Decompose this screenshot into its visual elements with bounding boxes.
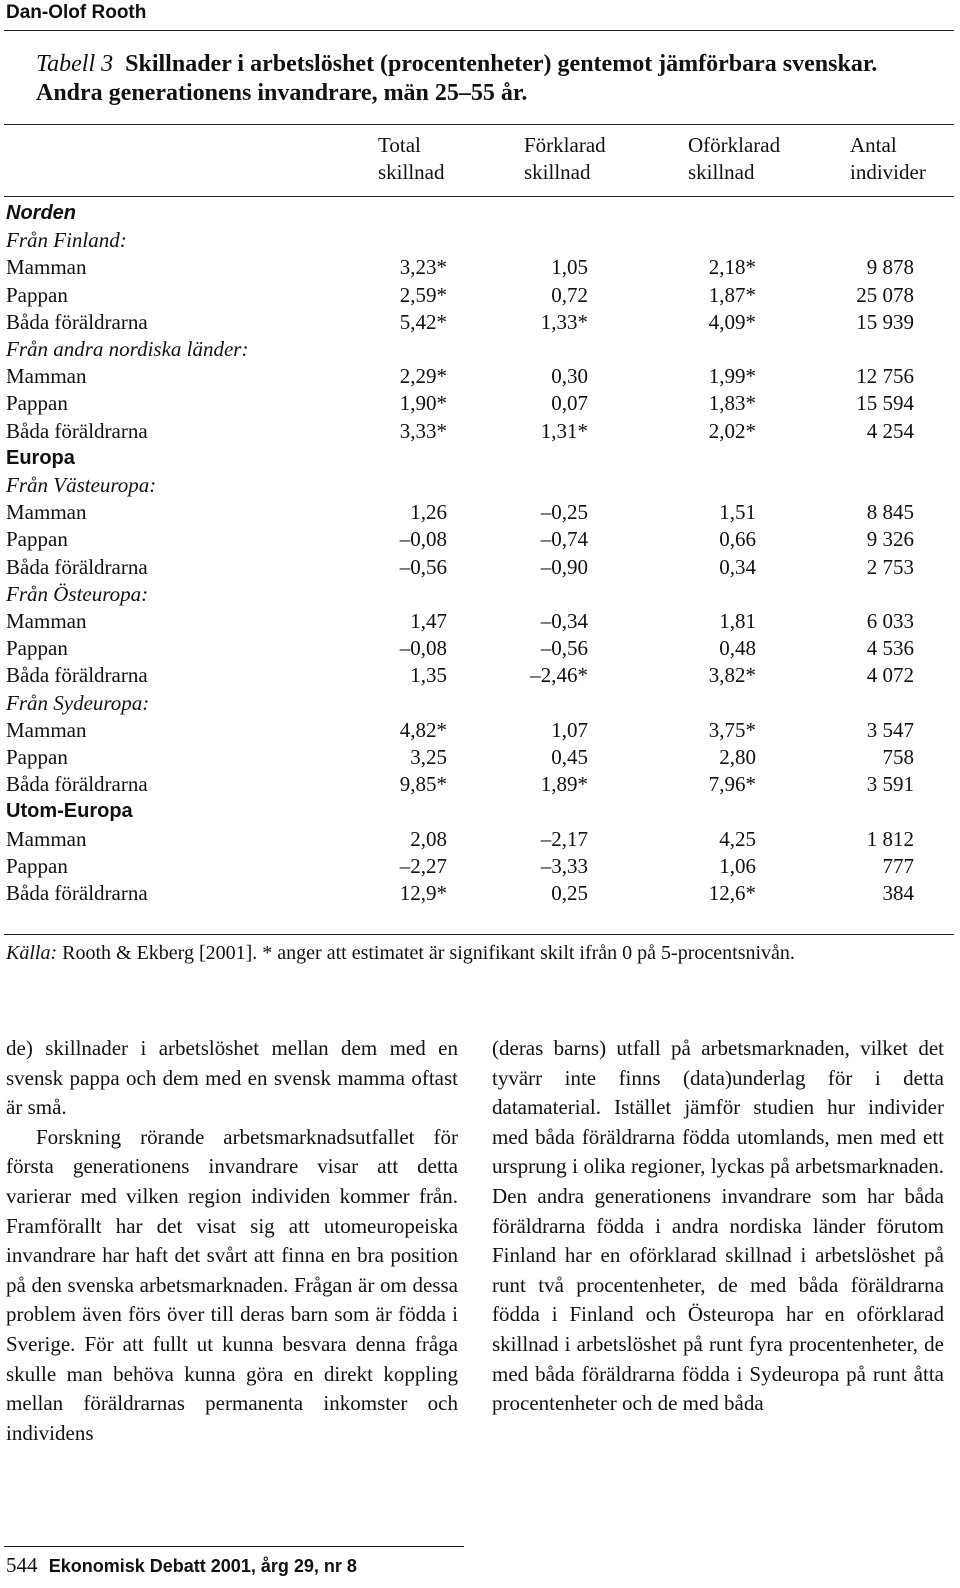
table-cell: 2,80 [719,745,756,770]
table-row [6,309,914,336]
journal-title: Ekonomisk Debatt 2001, årg 29, nr 8 [48,1556,357,1576]
row-label: Båda föräldrarna [6,309,148,334]
table-cell: 1,07 [551,717,588,742]
paragraph: de) skillnader i arbetslöshet mellan dem med en svensk pappa och dem med en svensk mamma oftast är små. [6,1036,458,1120]
table-cell: 12,9* [399,881,447,906]
table-cell: 2,18* [708,255,756,280]
table-bottom-rule [4,934,954,935]
table-row [6,390,914,417]
page-number: 544 [6,1553,38,1577]
row-label: Pappan [6,745,68,770]
table-row [6,826,914,853]
table-cell: 1,51 [719,500,756,525]
table-group-heading [6,798,914,825]
row-label: Från andra nordiska länder: [6,337,249,362]
caption-label: Tabell 3 [36,51,114,77]
table-row [6,363,914,390]
table-row [6,608,914,635]
table-cell: 1 812 [866,826,914,851]
table-row [6,282,914,309]
table-cell: 2 753 [866,554,914,579]
table-group-heading [6,445,914,472]
source-label: Källa: [6,942,58,964]
table-row [6,254,914,281]
row-label: Från Östeuropa: [6,581,149,606]
table-source-note [6,940,946,966]
table-cell: 777 [882,853,914,878]
table-cell: 7,96* [708,772,756,797]
paragraph: Forskning rörande arbetsmarknadsutfallet för första generationens invandrare visar att detta varierar med vilken region individen kommer från. Framförallt har det visat sig att utomeuropeiska invandrare har haft det svårt att finna en bra position på den svenska arbetsmarknaden. Frågan är om dessa problem även förs över till deras barn som är födda i Sverige. För att fullt ut kunna besvara denna fråga skulle man behöva kunna göra en direkt koppling mellan föräldrarnas permanenta inkomster och individens [6,1124,458,1445]
table-cell: –0,08 [399,527,447,552]
table-cell: 12,6* [708,881,756,906]
table-caption [36,50,936,108]
row-label: Från Sydeuropa: [6,690,150,715]
table-cell: –0,08 [399,636,447,661]
table-cell: 0,30 [551,364,588,389]
table-cell: 2,02* [708,418,756,443]
table-cell: 0,34 [719,554,756,579]
table-cell: 4 536 [866,636,914,661]
row-label: Mamman [6,500,87,525]
table-cell: –0,56 [540,636,588,661]
table-cell: 9 878 [866,255,914,280]
table-row [6,744,914,771]
table-top-rule [4,124,954,125]
row-label: Norden [6,202,76,224]
table-row [6,771,914,798]
table-subgroup-heading [6,227,914,254]
table-cell: 0,72 [551,282,588,307]
table-cell: 25 078 [856,282,914,307]
table-cell: 2,29* [399,364,447,389]
table-cell: 12 756 [856,364,914,389]
table-cell: –0,74 [540,527,588,552]
table-row [6,526,914,553]
table-cell: 3,33* [399,418,447,443]
table-cell: 15 939 [856,309,914,334]
table-row [6,880,914,907]
table-cell: 1,99* [708,364,756,389]
table-cell: 0,25 [551,881,588,906]
row-label: Båda föräldrarna [6,881,148,906]
table-cell: 4,09* [708,309,756,334]
table-group-heading [6,200,914,227]
table-cell: –0,34 [540,609,588,634]
table-cell: 1,83* [708,391,756,416]
row-label: Europa [6,446,75,469]
paragraph: (deras barns) utfall på arbetsmarknaden, vilket det tyvärr inte finns (data)underlag för i detta datamaterial. Istället jämför studien hur individer med båda föräldrarna födda utomlands, men med ett ursprung i olika regioner, lyckas på arbetsmarknaden. Den andra generationens invandrare som har båda föräldrarna födda i andra nordiska länder förutom Finland har en oförklarad skillnad i arbetslöshet på runt två procentenheter, de med båda föräldrarna födda i Finland och Östeuropa har en oförklarad skillnad i arbetslöshet på runt fyra procentenheter, de med båda föräldrarna födda i Sydeuropa på runt åtta procentenheter och de med båda [492,1036,944,1416]
table-cell: 4 254 [866,418,914,443]
table-row [6,499,914,526]
table-cell: 3 547 [866,717,914,742]
table-cell: 1,87* [708,282,756,307]
row-label: Pappan [6,527,68,552]
table-cell: 6 033 [866,609,914,634]
table-row [6,853,914,880]
row-label: Båda föräldrarna [6,663,148,688]
table-row [6,554,914,581]
row-label: Båda föräldrarna [6,772,148,797]
table-cell: 3,82* [708,663,756,688]
row-label: Båda föräldrarna [6,418,148,443]
table-subgroup-heading [6,336,914,363]
row-label: Pappan [6,391,68,416]
row-label: Pappan [6,282,68,307]
column-header-explained: Förklarad skillnad [524,133,606,184]
table-cell: 1,81 [719,609,756,634]
table-cell: 3 591 [866,772,914,797]
row-label: Mamman [6,255,87,280]
table-cell: 0,07 [551,391,588,416]
table-subgroup-heading [6,690,914,717]
table-cell: 3,25 [410,745,447,770]
body-column-right [492,1034,944,1419]
table-cell: 1,26 [410,500,447,525]
table-subgroup-heading [6,472,914,499]
caption-title: Skillnader i arbetslöshet (procentenheter) gentemot jämförbara svenskar. Andra generationens invandrare, män 25–55 år. [36,51,878,106]
column-header-count: Antal individer [850,133,926,184]
header-rule [4,30,954,31]
row-label: Pappan [6,636,68,661]
table-cell: 4,82* [399,717,447,742]
table-cell: 0,45 [551,745,588,770]
source-text: Rooth & Ekberg [2001]. * anger att estimatet är signifikant skilt ifrån 0 på 5-procentsnivån. [62,942,795,964]
table-cell: 3,23* [399,255,447,280]
table-cell: –3,33 [540,853,588,878]
table-cell: –2,27 [399,853,447,878]
table-cell: 9 326 [866,527,914,552]
row-label: Mamman [6,717,87,742]
table-cell: 0,66 [719,527,756,552]
column-header-total: Total skillnad [378,133,445,184]
table-cell: 4 072 [866,663,914,688]
row-label: Utom-Europa [6,800,133,823]
row-label: Från Finland: [6,228,127,253]
table-header-rule [4,196,954,197]
table-cell: 1,47 [410,609,447,634]
table-row [6,662,914,689]
unemployment-table [6,200,914,907]
table-row [6,418,914,445]
table-cell: 15 594 [856,391,914,416]
table-row [6,635,914,662]
table-subgroup-heading [6,581,914,608]
body-column-left [6,1034,458,1448]
table-cell: 1,90* [399,391,447,416]
table-cell: 1,06 [719,853,756,878]
table-row [6,717,914,744]
running-head: Dan-Olof Rooth [6,2,147,23]
row-label: Mamman [6,364,87,389]
row-label: Pappan [6,853,68,878]
table-cell: –0,25 [540,500,588,525]
table-cell: 9,85* [399,772,447,797]
table-cell: 1,33* [540,309,588,334]
table-cell: 1,35 [410,663,447,688]
footer-rule [4,1546,464,1547]
table-cell: 4,25 [719,826,756,851]
row-label: Mamman [6,826,87,851]
column-header-unexplained: Oförklarad skillnad [688,133,781,184]
table-cell: –0,56 [399,554,447,579]
row-label: Från Västeuropa: [6,473,157,498]
table-cell: –0,90 [540,554,588,579]
table-cell: 2,08 [410,826,447,851]
page-footer [6,1553,357,1578]
table-cell: 1,89* [540,772,588,797]
table-cell: 1,05 [551,255,588,280]
table-cell: –2,17 [540,826,588,851]
table-cell: 2,59* [399,282,447,307]
table-cell: –2,46* [530,663,588,688]
table-cell: 1,31* [540,418,588,443]
row-label: Mamman [6,609,87,634]
table-cell: 384 [882,881,914,906]
table-cell: 5,42* [399,309,447,334]
table-cell: 0,48 [719,636,756,661]
row-label: Båda föräldrarna [6,554,148,579]
table-cell: 758 [882,745,914,770]
table-cell: 3,75* [708,717,756,742]
table-cell: 8 845 [866,500,914,525]
